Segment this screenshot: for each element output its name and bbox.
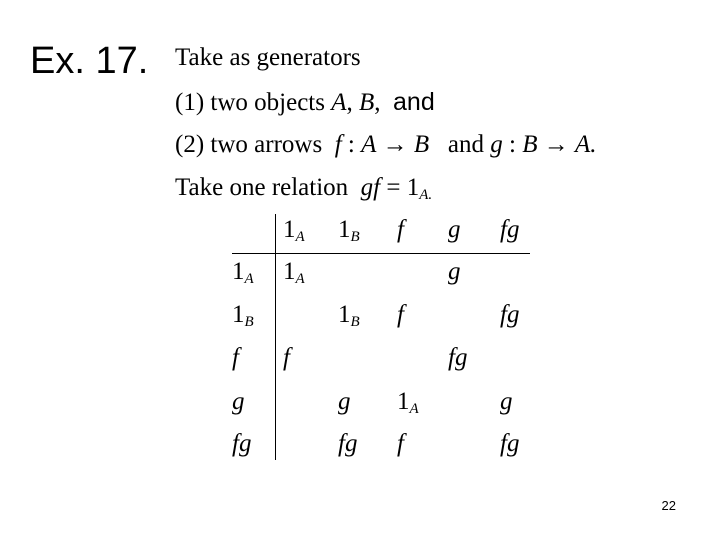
arrows-line bbox=[175, 131, 597, 159]
table-cell: g bbox=[500, 388, 513, 415]
table-header-cell: f bbox=[397, 216, 404, 243]
table-row-label: f bbox=[232, 344, 239, 371]
table-row-label: g bbox=[232, 388, 245, 415]
table-row-label: $1_B$ bbox=[232, 301, 254, 330]
objects-prefix: (1) two objects bbox=[175, 89, 325, 116]
table-cell: fg bbox=[338, 430, 358, 457]
equals-sign: = bbox=[386, 174, 401, 201]
arrow-f: f bbox=[334, 131, 342, 158]
colon: : bbox=[509, 131, 516, 158]
and-word: and bbox=[447, 131, 485, 158]
table-cell: $1_A$ bbox=[283, 258, 305, 287]
arrow-symbol: → bbox=[543, 131, 569, 158]
objects-line bbox=[175, 88, 435, 117]
table-header-cell: g bbox=[448, 216, 461, 243]
table-cell: f bbox=[283, 344, 290, 371]
relation-rhs-subscript: A. bbox=[419, 186, 433, 203]
table-cell: fg bbox=[500, 430, 520, 457]
example-label: Ex. 17. bbox=[30, 40, 149, 82]
table-cell: fg bbox=[500, 301, 520, 328]
relation-lhs: gf bbox=[360, 174, 381, 201]
table-row-label: fg bbox=[232, 430, 252, 457]
codomain-a: A. bbox=[575, 131, 597, 158]
object-b: B bbox=[359, 89, 375, 116]
generators-heading: Take as generators bbox=[175, 44, 361, 71]
table-cell: $1_B$ bbox=[338, 301, 360, 330]
table-cell: $1_A$ bbox=[397, 388, 419, 417]
table-cell: f bbox=[397, 301, 404, 328]
arrow-g: g bbox=[490, 131, 503, 158]
and-word: and bbox=[393, 88, 435, 116]
object-a: A bbox=[331, 89, 347, 116]
table-header-cell: $1_A$ bbox=[283, 216, 305, 245]
codomain-b: B bbox=[413, 131, 430, 158]
table-row-label: $1_A$ bbox=[232, 258, 254, 287]
table-header-cell: fg bbox=[500, 216, 520, 243]
table-cell: f bbox=[397, 430, 404, 457]
comma: , bbox=[374, 89, 381, 116]
table-horizontal-rule bbox=[232, 253, 530, 254]
table-vertical-rule bbox=[275, 214, 276, 460]
comma: , bbox=[346, 89, 353, 116]
colon: : bbox=[347, 131, 355, 158]
domain-a: A bbox=[361, 131, 377, 158]
relation-prefix: Take one relation bbox=[175, 174, 349, 201]
table-cell: fg bbox=[448, 344, 468, 371]
arrows-prefix: (2) two arrows bbox=[175, 131, 323, 158]
table-header-cell: $1_B$ bbox=[338, 216, 360, 245]
relation-rhs: 1 bbox=[406, 174, 420, 201]
domain-b: B bbox=[522, 131, 538, 158]
table-cell: g bbox=[338, 388, 351, 415]
relation-line bbox=[175, 174, 432, 204]
page-number: 22 bbox=[661, 498, 676, 513]
arrow-symbol: → bbox=[382, 131, 408, 158]
table-cell: g bbox=[448, 258, 461, 285]
